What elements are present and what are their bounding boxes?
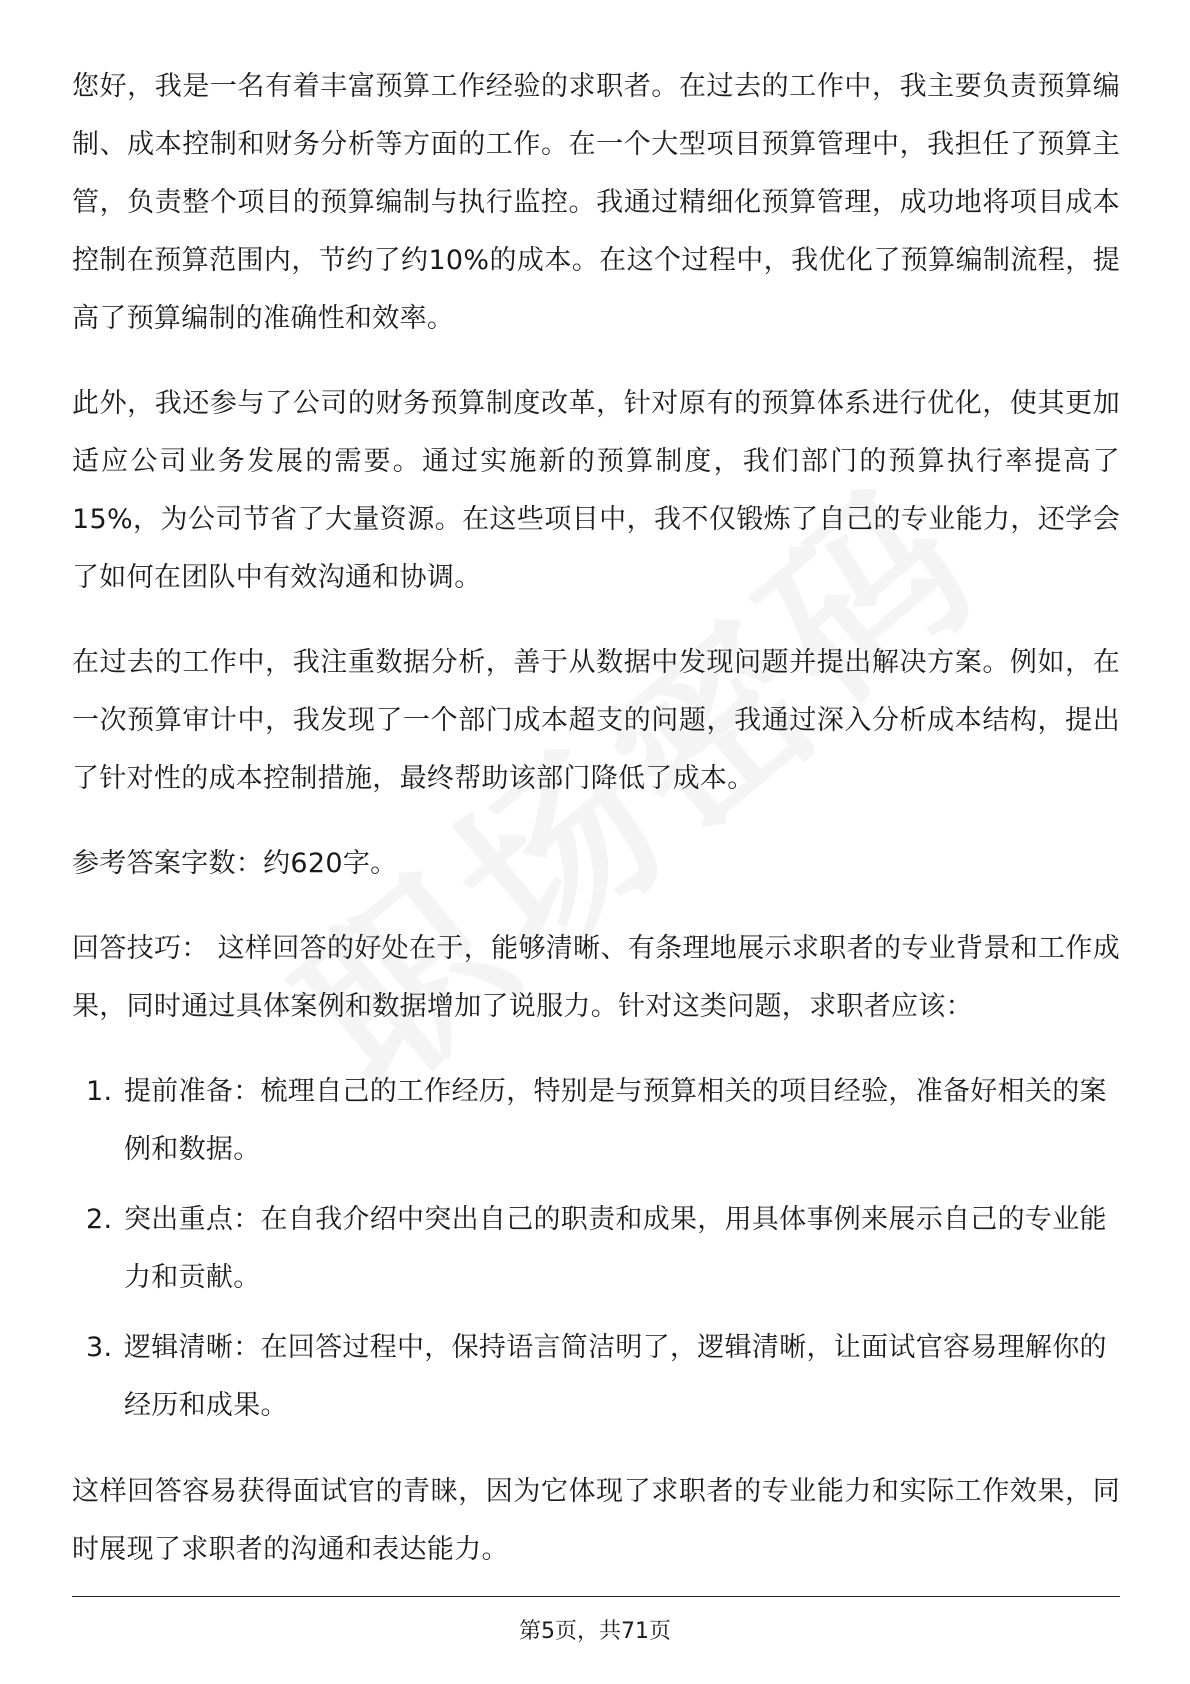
list-item: [72, 1319, 1120, 1435]
footer-divider: [72, 1596, 1120, 1597]
list-number: 2.: [86, 1204, 113, 1235]
tips-list: [72, 1063, 1120, 1435]
list-number: 3.: [86, 1332, 113, 1363]
list-text: 提前准备：梳理自己的工作经历，特别是与预算相关的项目经验，准备好相关的案例和数据。: [124, 1076, 1107, 1165]
paragraph-tips-intro: 回答技巧： 这样回答的好处在于，能够清晰、有条理地展示求职者的专业背景和工作成果，同时通过具体案例和数据增加了说服力。针对这类问题，求职者应该：: [72, 933, 1120, 1022]
paragraph-word-count: 参考答案字数：约620字。: [72, 848, 398, 879]
paragraph-reform: 此外，我还参与了公司的财务预算制度改革，针对原有的预算体系进行优化，使其更加适应公司业务发展的需要。通过实施新的预算制度，我们部门的预算执行率提高了15%，为公司节省了大量资源。在这些项目中，我不仅锻炼了自己的专业能力，还学会了如何在团队中有效沟通和协调。: [72, 388, 1120, 593]
page-number: 第5页，共71页: [519, 1619, 671, 1644]
paragraph-intro: 您好，我是一名有着丰富预算工作经验的求职者。在过去的工作中，我主要负责预算编制、成本控制和财务分析等方面的工作。在一个大型项目预算管理中，我担任了预算主管，负责整个项目的预算编制与执行监控。我通过精细化预算管理，成功地将项目成本控制在预算范围内，节约了约10%的成本。在这个过程中，我优化了预算编制流程，提高了预算编制的准确性和效率。: [72, 71, 1120, 334]
list-item: [72, 1063, 1120, 1179]
paragraph-analysis: 在过去的工作中，我注重数据分析，善于从数据中发现问题并提出解决方案。例如，在一次预算审计中，我发现了一个部门成本超支的问题，我通过深入分析成本结构，提出了针对性的成本控制措施，最终帮助该部门降低了成本。: [72, 647, 1120, 794]
document-body: [72, 58, 1120, 1606]
list-text: 逻辑清晰：在回答过程中，保持语言简洁明了，逻辑清晰，让面试官容易理解你的经历和成果。: [124, 1332, 1107, 1421]
list-number: 1.: [86, 1076, 113, 1107]
paragraph-closing: 这样回答容易获得面试官的青睐，因为它体现了求职者的专业能力和实际工作效果，同时展现了求职者的沟通和表达能力。: [72, 1476, 1120, 1565]
list-text: 突出重点：在自我介绍中突出自己的职责和成果，用具体事例来展示自己的专业能力和贡献。: [124, 1204, 1107, 1293]
list-item: [72, 1191, 1120, 1307]
